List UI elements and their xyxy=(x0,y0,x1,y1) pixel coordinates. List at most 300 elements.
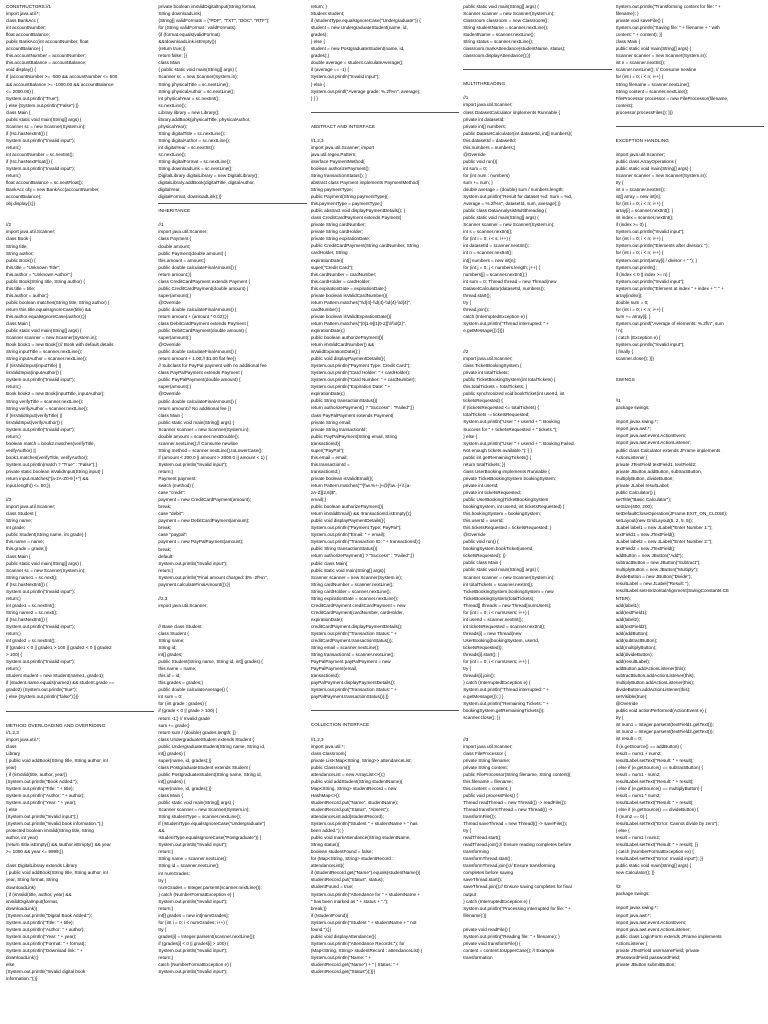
code-line: if (!studentType.equalsIgnoreCase("Undergraduate") xyxy=(158,821,266,827)
code-line: int s = scanner.nextInt(); xyxy=(463,229,513,235)
code-line: public PayPalPayment(double amount) { xyxy=(158,377,241,383)
blank-line xyxy=(158,214,306,221)
code-line: for (int i = 0; i < numUsers; i++) { xyxy=(463,609,530,615)
code-line: switch (method) { xyxy=(158,483,194,489)
code-line: int[] numbers = new int[n]; xyxy=(463,257,516,263)
code-line: System.out.println("Final amount charged: $% .2f%n", xyxy=(158,574,268,580)
code-line: grades);} xyxy=(310,53,330,59)
code-line: public double calculateFinalAmount() { xyxy=(158,398,237,404)
code-line: public boolean authorizePayment(){ xyxy=(310,335,384,341)
code-line: public Student(String name, String id, int[] grades) { xyxy=(158,659,263,665)
blank-line xyxy=(463,334,611,341)
code-line: classroom.markAttendance(studentName, status); xyxy=(463,46,566,52)
code-line: NTER); xyxy=(615,595,631,601)
code-line: if (accountNumber >= -500 && accountNumber <= 500 xyxy=(6,74,118,80)
code-line: int n = scanner.nextInt(); xyxy=(615,187,666,193)
code-line: PayPalPayment(email, xyxy=(310,666,358,672)
code-line: TicketBookingSystem bookingSystem = new xyxy=(463,588,554,594)
blank-line xyxy=(463,722,611,729)
code-line: student = new PostgraduateStudent(name, id, xyxy=(310,46,405,52)
blank-line xyxy=(463,919,611,926)
code-line: } catch (InterruptedException e) { xyxy=(463,898,531,904)
code-line: result = num1 + num2; xyxy=(615,750,662,756)
code-line: year, String format, String xyxy=(6,877,59,883)
code-line: double sum = 0; xyxy=(615,299,649,305)
code-line: if (!sc.hasNextInt()) { xyxy=(6,581,48,587)
blank-line xyxy=(616,390,764,397)
code-line: setTitle("Basic Calculator"); xyxy=(615,496,672,502)
code-line: String cardNumber = scanner.nextLine(); xyxy=(310,581,394,587)
code-line: System.out.println("Attendance Records:"); for xyxy=(310,940,405,946)
code-line: import java.awt.event.ActionEvent; xyxy=(615,919,687,925)
code-line: return this.title.equalsIgnoreCase(title) && xyxy=(6,306,92,312)
code-line: (Map<String, String> studentRecord : attendanceList) { xyxy=(310,947,423,953)
code-line: private List<Map<String, String>> attendanceList; xyxy=(310,757,412,763)
code-line: public double calculateAverage() { xyxy=(158,687,228,693)
code-line: this.filename = filename; xyxy=(463,778,513,784)
code-line: float accountBalance = sc.nextFloat(); xyxy=(6,180,83,186)
code-line: String verifyTitle = scanner.nextLine(); xyxy=(6,398,84,404)
code-line: threads[i].join(); xyxy=(463,673,495,679)
code-line: author, int year) xyxy=(6,835,38,841)
code-line: output xyxy=(463,891,476,897)
code-line: public class Main { xyxy=(463,560,502,566)
code-line: subtractButton = new JButton("Subtract"); xyxy=(615,560,701,566)
code-line: return -1;} // Invalid grade xyxy=(158,715,210,721)
code-line: private JLabel resultLabel; xyxy=(615,482,670,488)
code-line: verifyAuthor) || xyxy=(6,447,36,453)
code-line: public static void main(String[] args) { xyxy=(463,4,539,9)
code-line: this.name = name; xyxy=(6,539,44,545)
code-line: resultLabel.setText("Error: Invalid input"); }} xyxy=(615,856,704,862)
code-line: payPalPayment.transactionStatus());}} xyxy=(310,694,389,700)
code-line: Scanner scanner = new Scanner(System.in); xyxy=(463,11,555,17)
code-line: Student student; xyxy=(310,11,345,17)
code-line: return Pattern.matches("\\d{4}-\\d{4}-\\d{4}-\\d{4}", xyxy=(310,299,412,305)
code-line: { public void addBook(String title, String author, int xyxy=(6,757,108,763)
code-line: System.out.println("Element at index " + index + ": " + xyxy=(615,285,724,291)
code-line: Success for " + ticketsRequested + " tickets."); xyxy=(463,426,558,432)
blank-line xyxy=(463,87,611,94)
code-line: break; xyxy=(158,546,172,552)
code-line: class PostgraduateStudent extends Student { xyxy=(158,764,251,770)
code-line: this.ticketsRequested = ticketsRequested; } xyxy=(463,525,552,531)
code-line: if (average == -1) { xyxy=(310,67,349,73)
section-heading: COLLECTION INTERFACE xyxy=(310,722,370,728)
code-line: Scanner sc = new Scanner(System.in); xyxy=(158,74,238,80)
code-line: return authorizePayment() ? "Success" : "Failed";}} xyxy=(310,553,414,559)
code-line: " has been marked as " + status + "."); xyxy=(310,898,389,904)
code-line: } finally { xyxy=(615,349,633,355)
code-line: //1 xyxy=(463,95,469,101)
section-divider xyxy=(463,69,611,70)
code-line: content); xyxy=(615,102,634,108)
code-line: zA-Z]{2,6}$", xyxy=(310,490,337,496)
code-line: String digitalFormat = sc.nextLine(); xyxy=(158,159,232,165)
code-line: public class LoginForm extends JFrame implements xyxy=(615,933,722,939)
code-line: String cardHolder = scanner.nextLine(); xyxy=(310,588,391,594)
code-line: Thread[] threads = new Thread[numUsers]; xyxy=(463,602,552,608)
code-line: public static void main(String[] args) { xyxy=(158,419,234,425)
code-line: String name; xyxy=(158,637,185,643)
code-line: input.length() <= 50;}} xyxy=(6,483,51,489)
code-line: class FileProcessor { xyxy=(463,750,506,756)
code-line: } else if (e.getSource() == subtractButton) { xyxy=(615,764,703,770)
code-line: Classroom classroom = new Classroom(); xyxy=(463,18,549,24)
code-line: int grade1 = sc.nextInt(); xyxy=(6,602,56,608)
code-line: public static void main(String[] args) { xyxy=(615,46,692,52)
code-line: result = num1 * num2; xyxy=(615,792,661,798)
code-line: System.out.println(match ? "True" : "False");} xyxy=(6,461,98,467)
code-line: public TicketBookingSystem(int totalTickets) { xyxy=(463,377,556,383)
code-line: // Base class Student xyxy=(158,623,202,629)
code-line: this.email = email; xyxy=(310,454,348,460)
blank-line xyxy=(6,489,154,496)
blank-line xyxy=(616,897,764,904)
code-line: System.out.println("User " + userId + ": Booking xyxy=(463,419,560,425)
code-line: System.out.println("Transforming content for file: " + xyxy=(615,4,721,9)
code-line: public Book(String title, String author) { xyxy=(6,278,85,284)
code-line: } else { xyxy=(615,828,630,834)
code-line: resultLabel.setText("Result: " + result); xyxy=(615,757,694,763)
code-line: for (int i = 0; i < numUsers; i++) { xyxy=(463,659,530,665)
code-line: return;} xyxy=(6,144,21,150)
code-line: bookingSystem.bookTicket(userId, xyxy=(463,546,534,552)
code-line: >= 1000 && year <= 9999;}} xyxy=(6,849,63,855)
code-line: this.amount = amount;} xyxy=(158,257,206,263)
code-line: //1 xyxy=(158,222,164,228)
code-line: if (!sc.hasNextFloat()) { xyxy=(6,159,53,165)
code-line: this.author.equalsIgnoreCase(author);}} xyxy=(6,313,87,319)
code-line: int ticketsRequested = scanner.nextInt(); xyxy=(463,623,546,629)
code-line: creditCardPayment.displayPaymentDetails(); xyxy=(310,623,403,629)
code-line: class DigitalLibrary extends Library xyxy=(6,863,78,869)
code-line: classroom.displayAttendance();}} xyxy=(463,53,531,59)
code-line: Book book2 = new Book(inputTitle, inputAuthor); xyxy=(6,391,105,397)
code-line: return false; }} xyxy=(158,53,188,59)
code-line: System.out.println("Student " + studentName + " not xyxy=(310,919,417,925)
code-line: System.out.println("Transaction Status: " + xyxy=(310,687,398,693)
code-line: import java.awt.*; xyxy=(615,426,651,432)
code-line: class TicketBookingSystem { xyxy=(463,363,522,369)
code-line: void display() { xyxy=(6,67,36,73)
code-line: class Student { xyxy=(158,630,189,636)
code-line: System.out.println("Format: " + format); xyxy=(6,940,86,946)
code-line: this.numbers = numbers;} xyxy=(463,144,516,150)
code-line: scanner.nextLine(); // Consume newline xyxy=(615,67,697,73)
code-line: import java.awt.*; xyxy=(615,912,651,918)
blank-line xyxy=(6,855,154,862)
blank-line xyxy=(158,616,306,623)
blank-line xyxy=(616,369,764,376)
code-line: this.transactionId = xyxy=(310,461,350,467)
code-line: for (int i = 0; i < n; i++) { xyxy=(615,201,664,207)
code-line: add(resultLabel); xyxy=(615,658,651,664)
text-column-3 xyxy=(311,3,459,1024)
code-line: System.out.println("Year: " + year); xyxy=(6,800,77,806)
code-line: numbers[j] = scanner.nextInt();} xyxy=(463,271,527,277)
code-line: System.out.println("Invalid input"); xyxy=(158,461,228,467)
code-line: email);} xyxy=(310,497,327,503)
code-line: private boolean isValidCardNumber(){ xyxy=(310,292,388,298)
code-line: } else { xyxy=(310,81,325,87)
code-line: this.datasetId = datasetId; xyxy=(463,137,516,143)
code-line: } else { xyxy=(463,433,478,439)
code-line: grades); xyxy=(310,32,328,38)
code-line: int result = 0; xyxy=(615,736,643,742)
code-line: downloadLink);} xyxy=(6,955,39,960)
code-line: public FileProcessor(String filename, String content){ xyxy=(463,771,571,777)
code-line: { if (isValid(title, author, year) && xyxy=(6,891,72,897)
code-line: return;} xyxy=(158,849,174,855)
code-line: } else xyxy=(6,807,18,813)
code-line: class Main { xyxy=(158,412,183,418)
code-line: obj.display();}} xyxy=(6,201,36,207)
code-line: been added."); } xyxy=(310,828,344,834)
code-line: Scanner sc = new Scanner(System.in); xyxy=(6,123,86,129)
code-line: String expirationDate = scanner.nextLine(); xyxy=(310,595,399,601)
code-line: int[] grades = new int[numGrades]; xyxy=(158,912,229,918)
code-line: for (int i = 0; i < s; i++) { xyxy=(463,236,511,242)
code-line: public Student(String name, int grade) { xyxy=(6,532,87,538)
code-line: super(name, id, grades);}} xyxy=(158,757,212,763)
code-line: public void displayAttendance(){ xyxy=(310,933,376,939)
code-line: int[] array = new int[n]; xyxy=(615,194,661,200)
code-line: payment = new PayPalPayment(amount); xyxy=(158,539,244,545)
code-line: attendanceList){ xyxy=(310,863,344,869)
code-line: public DatasetCalculator(int datasetId, int[] numbers){ xyxy=(463,130,572,136)
code-line: class PayPalPayment extends Payment{ xyxy=(310,412,394,418)
code-line: import java.util.*; xyxy=(6,736,40,742)
code-line: expirationDate); xyxy=(310,616,344,622)
code-line: sum += array[i]; } xyxy=(615,313,651,319)
code-line: digitalLibrary.addBook(digitalTitle, digitalAuthor, xyxy=(158,180,255,186)
code-line: expirationDate);} xyxy=(310,327,345,333)
code-line: {return !title.isEmpty() && !author.isEmpty() && year xyxy=(6,842,111,848)
code-line: public UndergraduateStudent(String name, String id, xyxy=(158,743,266,749)
code-line: add(label2); xyxy=(615,616,640,622)
code-line: { if (!isValid(title, author, year)) xyxy=(6,771,67,777)
code-line: this.cardNumber = cardNumber; xyxy=(310,271,377,277)
code-line: return amount + (amount * 0.02);}} xyxy=(158,313,229,319)
code-line: System.out.println("Student " + studentName + " has xyxy=(310,821,418,827)
code-line: String digitalTitle = sc.nextLine(); xyxy=(158,130,226,136)
code-line: numGrades = Integer.parseInt(scanner.nextLine()); xyxy=(158,884,262,890)
code-line: scanner.nextLine();// Consume newline xyxy=(158,440,238,446)
code-line: System.out.println("Transaction Status: " + xyxy=(310,630,398,636)
code-line: String name; xyxy=(6,518,33,524)
code-line: String physicalAuthor = sc.nextLine(); xyxy=(158,88,235,94)
code-line: try { xyxy=(463,828,472,834)
code-line: private JButton submitButton; xyxy=(615,961,676,967)
code-line: return amount;}} xyxy=(158,271,192,277)
code-line: System.out.println("Invalid input"); xyxy=(6,137,75,143)
code-line: studentRecord.put("Status", status); xyxy=(310,877,384,883)
code-line: this.expirationDate = expirationDate;} xyxy=(310,285,387,291)
code-line: this.author = "Unknown Author";} xyxy=(6,271,73,277)
code-line: break; xyxy=(158,525,172,531)
code-line: public synchronized void bookTicket(int userId, int xyxy=(463,391,565,397)
code-line: System.out.println("Attendance for " + studentName + xyxy=(310,891,421,897)
code-line: Student student = new Student(name1, grade1); xyxy=(6,673,105,679)
code-line: return Pattern.matches("^[\\w.%+-]+@[\\w.-]+\\.[a- xyxy=(310,483,411,488)
code-line: class Payment { xyxy=(158,236,192,242)
section-heading: INHERITANCE xyxy=(158,208,191,214)
code-line: System.out.println("Name: " + xyxy=(310,954,372,960)
code-line: return input.matches("[a-zA-Z0-9 ]+") && xyxy=(6,476,89,482)
code-line: int grade2 = sc.nextInt(); xyxy=(6,638,56,644)
code-line: content = content.toUpperCase(); // Example xyxy=(463,947,555,953)
text-column-2 xyxy=(158,3,306,1024)
code-line: resultLabel.setText("Result: " + result); }} xyxy=(615,842,698,848)
code-line: { public void addBook(String title, String author, int xyxy=(6,870,108,876)
code-line: String transactionId = scanner.nextLine(); xyxy=(310,652,395,658)
code-line: class Main { xyxy=(6,109,31,115)
code-line: return;} xyxy=(6,595,21,601)
code-line: public Calculator() { xyxy=(615,489,656,495)
code-line: new Calculator(); }} xyxy=(615,870,655,876)
code-line: if (grades[i] < 0 || grades[i] > 100) { xyxy=(158,941,229,946)
code-line: multiplyButton, divideButton; xyxy=(615,475,674,481)
code-line: interface PaymentMethod{ xyxy=(310,158,365,164)
code-line: return amount;// No additional fee }} xyxy=(158,405,231,411)
code-line: import javax.swing.*; xyxy=(615,905,658,911)
code-line: class Student { xyxy=(6,511,37,517)
code-line: public int getRemainingTickets() { xyxy=(463,454,532,460)
code-line: PayPalPayment payPalPayment = new xyxy=(310,659,391,665)
code-line: addButton.addActionListener(this); xyxy=(615,665,687,671)
code-line: import java.util.Scanner; import xyxy=(310,144,375,150)
code-line: String filename = scanner.nextLine(); xyxy=(615,81,691,87)
code-line: <= 2000.00) { xyxy=(6,88,34,94)
code-line: if (grade1 < 0 || grade1 > 100 || grade2 < 0 || grade2 xyxy=(6,645,112,651)
code-line: if (!sc.hasNextInt()) { xyxy=(6,616,48,622)
code-line: for (String validFormat : validFormats) xyxy=(158,25,236,31)
code-line: class DatasetCalculator implements Runnable { xyxy=(463,109,560,115)
code-line: return;} xyxy=(6,384,21,390)
code-line: class CreditCardPayment extends Payment{ xyxy=(310,215,402,221)
blank-line xyxy=(616,383,764,390)
code-line: private void transformFile() { xyxy=(463,940,521,946)
code-line: private String cardNumber; xyxy=(310,222,366,228)
code-line: return isValidEmail() && !transactionId.isEmpty();} xyxy=(310,511,412,517)
code-line: class BankAcc { xyxy=(6,18,39,24)
code-line: //2 xyxy=(463,349,469,355)
code-line: this.author = author;} xyxy=(6,292,49,298)
code-line: public CreditCardPayment(double amount) { xyxy=(158,285,249,291)
code-line: String physicalTitle = sc.nextLine(); xyxy=(158,81,230,87)
code-line: private int totalTickets; xyxy=(463,370,509,376)
code-line: class Main { xyxy=(6,553,31,559)
code-line: processor.processFiles(); }}} xyxy=(615,109,673,115)
code-line: double amount; xyxy=(158,243,191,249)
code-line: // Subclass for PayPal payment with no additional fee xyxy=(158,363,267,369)
code-line: this.title = "Unknown Title"; xyxy=(6,264,61,270)
blank-line xyxy=(158,588,306,595)
code-line: resultLabel.setText("Error: Cannot divide by zero"); xyxy=(615,821,719,827)
code-line: public PostgraduateStudent(String name, String id, xyxy=(158,771,262,777)
code-line: System.out.println("Title: " + title); xyxy=(6,785,74,791)
section-divider xyxy=(158,203,306,204)
code-line: import javax.swing.*; xyxy=(615,419,658,425)
code-line: JLabel label2 = new JLabel("Enter Number 2:"); xyxy=(615,539,713,545)
code-line: result = num1 - num2; xyxy=(615,771,661,777)
section-heading: SWINGS xyxy=(615,377,635,383)
code-line: accountBalance); xyxy=(6,194,42,200)
code-line: System.out.println("Invalid input"); xyxy=(6,588,75,594)
code-line: import java.awt.event.ActionListener; xyxy=(615,440,691,446)
code-line: public PayPalPayment(String email, String xyxy=(310,433,398,439)
code-line: sc.nextLine(); xyxy=(158,102,186,108)
code-line: private void readFile() { xyxy=(463,926,511,932)
code-line: Library xyxy=(6,750,21,756)
code-line: double average = (double) sum / numbers.length; xyxy=(463,187,564,193)
code-line: for (int num : numbers) xyxy=(463,172,510,178)
code-line: int userId = scanner.nextInt(); xyxy=(463,616,523,622)
code-line: expirationDate){ xyxy=(310,257,344,263)
code-line: payPalPayment.displayPaymentDetails(); xyxy=(310,680,396,686)
code-line: sum += grade;} xyxy=(158,722,190,728)
code-line: this.totalTickets = totalTickets; } xyxy=(463,384,528,390)
code-line: private boolean isValidEmail(){ xyxy=(310,475,373,481)
code-line: System.out.println(); xyxy=(615,264,657,270)
code-line: public Payment(double amount) { xyxy=(158,250,227,256)
code-line: import java.util.Scanner; xyxy=(463,743,513,749)
code-line: String digitalAuthor = sc.nextLine(); xyxy=(158,137,231,143)
code-line: class DebitCardPayment extends Payment { xyxy=(158,321,249,327)
code-line: float accountBalance; xyxy=(6,32,50,38)
code-line: studentRecord.get("Name") + " | Status: " + xyxy=(310,962,399,967)
code-line: String name = scanner.nextLine(); xyxy=(158,856,228,862)
code-line: Scanner scanner = new Scanner(System.in); xyxy=(615,53,707,59)
code-line: grades[i] = Integer.parseInt(scanner.nextLine()); xyxy=(158,933,256,939)
code-line: textField1 = new JTextField(); xyxy=(615,532,676,538)
code-line: System.out.printf("Average grade: %.2f%n", average); xyxy=(310,88,421,94)
code-line: if (amount < 200.0 || amount > 2000.0 || amount < 1) { xyxy=(158,454,268,460)
code-line: cardHolder, String xyxy=(310,250,348,256)
code-line: @Override xyxy=(158,391,181,397)
code-line: System.out.println("Invalid input"); xyxy=(6,623,75,629)
code-line: class UserBooking implements Runnable { xyxy=(463,468,550,474)
blank-line xyxy=(6,207,154,214)
code-line: subtractButton.addActionListener(this); xyxy=(615,673,695,679)
code-line: private String filename; xyxy=(463,757,511,763)
code-line: thread.join(); xyxy=(463,306,490,312)
code-line: private JButton addButton, subtractButton, xyxy=(615,468,702,474)
code-line: class xyxy=(6,743,17,749)
code-line: !isValidInput(inputAuthor)) { xyxy=(6,370,62,376)
code-line: payment = new DebitCardPayment(amount); xyxy=(158,518,250,524)
code-line: catch (InterruptedException e) { xyxy=(463,313,528,319)
code-line: super("PayPal"); xyxy=(310,447,345,453)
code-line: class Main { xyxy=(6,321,31,327)
code-line: public CreditCardPayment(String cardNumber, String xyxy=(310,243,419,249)
code-line: @Override xyxy=(463,151,486,157)
blank-line xyxy=(616,116,764,123)
code-line: System.out.println("Invalid input"); xyxy=(158,898,228,904)
section-divider xyxy=(311,710,459,711)
code-line: private boolean isValidDigitalInput(String format, xyxy=(158,4,257,9)
code-line: //3 xyxy=(6,497,12,503)
code-line: downloadLink)) xyxy=(6,905,38,911)
code-line: return authorizePayment() ? "Success" : "Failed";}} xyxy=(310,405,414,411)
code-line: return;} xyxy=(6,666,21,672)
code-line: import java.util.*; xyxy=(6,11,40,17)
code-line: this.accountBalance = accountBalance; xyxy=(6,60,87,66)
code-line: Scanner scanner = new Scanner(System.in); xyxy=(158,807,250,813)
code-line: public abstract void displayPaymentDetails(); } xyxy=(310,208,406,214)
code-line: { public static void main(String[] args) { xyxy=(158,67,237,73)
